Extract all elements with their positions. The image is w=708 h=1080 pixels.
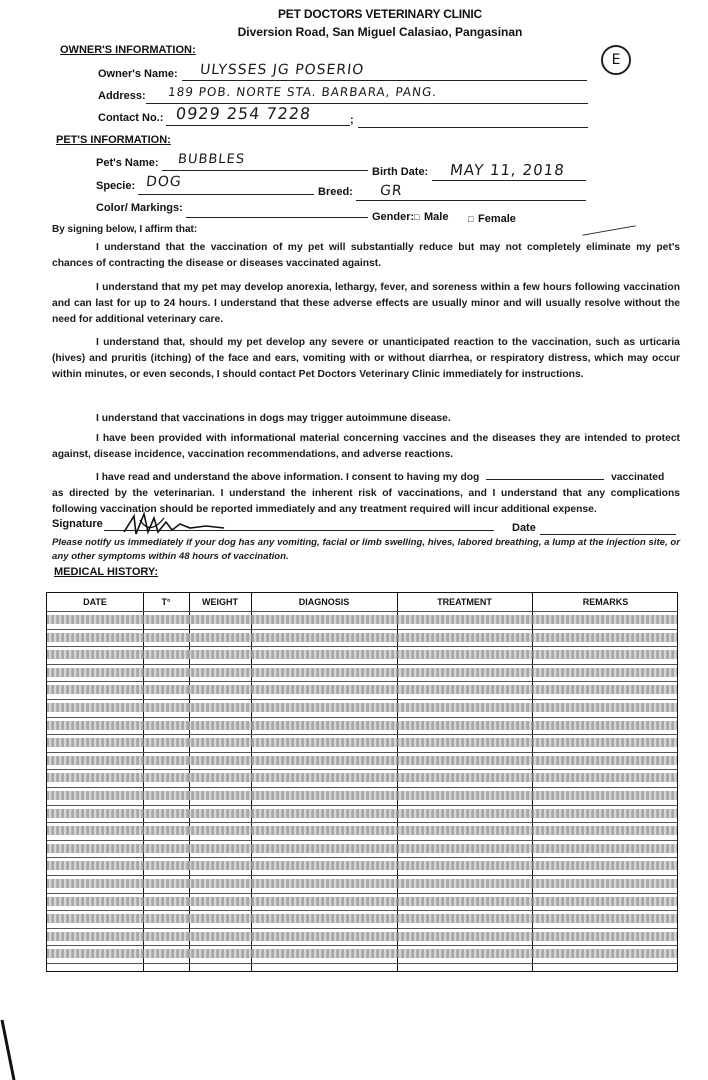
owner-name-value: ULYSSES JG POSERIO <box>199 62 366 78</box>
consent-paragraph-6a <box>52 470 680 486</box>
table-row[interactable] <box>47 932 677 941</box>
female-option-label: Female <box>478 213 516 225</box>
contact-line-2 <box>358 127 588 128</box>
male-checkbox[interactable]: □ <box>414 212 420 222</box>
consent-paragraph-4: I understand that vaccinations in dogs may trigger autoimmune disease. <box>96 413 451 424</box>
table-row-line <box>47 734 677 735</box>
owner-name-line <box>182 80 587 81</box>
male-option-label: Male <box>424 211 449 223</box>
owner-section-title: OWNER'S INFORMATION: <box>60 44 196 56</box>
table-row-line <box>47 805 677 806</box>
table-row[interactable] <box>47 914 677 923</box>
medical-history-title: MEDICAL HISTORY: <box>54 566 159 578</box>
table-row-line <box>47 646 677 647</box>
table-row-line <box>47 875 677 876</box>
table-row-line <box>47 629 677 630</box>
table-row[interactable] <box>47 844 677 853</box>
contact-label: Contact No.: <box>98 112 164 124</box>
gender-label: Gender: <box>372 211 415 223</box>
table-row-line <box>47 681 677 682</box>
breed-label: Breed: <box>318 186 353 198</box>
signature-label: Signature <box>52 518 103 530</box>
table-row[interactable] <box>47 773 677 782</box>
col-remarks-header: REMARKS <box>582 597 629 607</box>
table-row[interactable] <box>47 809 677 818</box>
consent-paragraph-6c: as directed by the veterinarian. I understand the inherent risk of vaccinations, and I understand that any complications following vaccination should be reported immediately and any treatment required will incur additional expense. <box>52 488 680 515</box>
clinic-address: Diversion Road, San Miguel Calasiao, Pangasinan <box>237 25 523 39</box>
scan-edge-artifact <box>0 1020 20 1080</box>
pet-section-title: PET'S INFORMATION: <box>56 134 171 146</box>
color-markings-line <box>186 217 368 218</box>
table-row-line <box>47 857 677 858</box>
col-date-header: DATE <box>83 597 107 607</box>
consent-dog-text: I have read and understand the above information. I consent to having my dog <box>96 472 480 483</box>
table-row[interactable] <box>47 861 677 870</box>
table-row[interactable] <box>47 721 677 730</box>
table-row-line <box>47 963 677 964</box>
birth-date-label: Birth Date: <box>372 166 429 178</box>
table-row-line <box>47 822 677 823</box>
breed-line <box>356 200 586 201</box>
color-markings-label: Color/ Markings: <box>96 202 183 214</box>
table-row-line <box>47 787 677 788</box>
consent-paragraph-2: I understand that my pet may develop anorexia, lethargy, fever, and soreness within a few hours following vaccination and can last for up to 24 hours. I understand that these adverse effects are usually minor and will usually resolve without the need for additional veterinary care. <box>52 282 680 325</box>
consent-paragraph-3: I understand that, should my pet develop any severe or unanticipated reaction to the vaccination, such as urticaria (hives) and pruritis (itching) of the face and ears, vomiting with or without diarrhea, or respiratory distress, which may occur within minutes, or even seconds, I should contact Pet Doctors Veterinary Clinic immediately for instructions. <box>52 337 680 380</box>
table-row[interactable] <box>47 949 677 958</box>
table-row[interactable] <box>47 791 677 800</box>
contact-separator: ; <box>350 114 354 126</box>
consent-paragraph-1: I understand that the vaccination of my pet will substantially reduce but may not completely eliminate my pet's chances of contracting the disease or diseases vaccinated against. <box>52 242 680 269</box>
specie-value: DOG <box>145 174 183 190</box>
birth-date-line <box>432 180 586 181</box>
table-row[interactable] <box>47 756 677 765</box>
handwritten-signature <box>120 510 230 538</box>
date-line[interactable] <box>540 534 676 535</box>
date-label: Date <box>512 522 536 534</box>
table-row-line <box>47 699 677 700</box>
table-row-line <box>47 664 677 665</box>
contact-line <box>166 125 350 126</box>
table-row[interactable] <box>47 879 677 888</box>
table-row[interactable] <box>47 668 677 677</box>
address-label: Address: <box>98 90 146 102</box>
specie-label: Specie: <box>96 180 136 192</box>
birth-date-value: MAY 11, 2018 <box>449 161 566 179</box>
table-row-line <box>47 945 677 946</box>
col-weight-header: WEIGHT <box>202 597 238 607</box>
table-row-line <box>47 769 677 770</box>
dog-name-blank[interactable] <box>486 479 604 480</box>
consent-intro: By signing below, I affirm that: <box>52 224 198 235</box>
consent-paragraph-5: I have been provided with informational material concerning vaccines and the diseases they are intended to protect against, disease incidence, vaccination recommendations, and adverse reactions. <box>52 433 680 460</box>
table-row[interactable] <box>47 615 677 624</box>
medical-history-table <box>46 592 678 972</box>
table-row-line <box>47 752 677 753</box>
table-row-line <box>47 611 677 612</box>
table-row-line <box>47 840 677 841</box>
table-row-line <box>47 928 677 929</box>
table-row[interactable] <box>47 703 677 712</box>
table-row[interactable] <box>47 633 677 642</box>
clinic-name: PET DOCTORS VETERINARY CLINIC <box>277 7 482 21</box>
col-diagnosis-header: DIAGNOSIS <box>298 597 350 607</box>
female-checkbox[interactable]: □ <box>468 214 474 224</box>
notification-notice: Please notify us immediately if your dog has any vomiting, facial or limb swelling, hives, labored breathing, a lump at the injection site, or any other symptoms within 48 hours of vaccination. <box>52 537 680 562</box>
table-row-line <box>47 893 677 894</box>
owner-name-label: Owner's Name: <box>98 68 178 80</box>
pet-name-line <box>162 170 368 171</box>
address-value: 189 POB. NORTE STA. BARBARA, PANG. <box>167 85 438 99</box>
pet-name-label: Pet's Name: <box>96 157 159 169</box>
consent-vaccinated-text: vaccinated <box>611 472 665 483</box>
table-row[interactable] <box>47 650 677 659</box>
contact-value: 0929 254 7228 <box>175 104 313 123</box>
table-row[interactable] <box>47 826 677 835</box>
table-row-line <box>47 910 677 911</box>
col-temperature-header: T° <box>161 597 171 607</box>
breed-value: GR <box>379 183 404 199</box>
col-treatment-header: TREATMENT <box>437 597 492 607</box>
corner-mark: E <box>601 45 631 75</box>
table-row[interactable] <box>47 738 677 747</box>
table-row-line <box>47 717 677 718</box>
specie-line <box>138 194 314 195</box>
pet-name-value: BUBBLES <box>177 152 246 167</box>
table-row[interactable] <box>47 685 677 694</box>
table-row[interactable] <box>47 897 677 906</box>
